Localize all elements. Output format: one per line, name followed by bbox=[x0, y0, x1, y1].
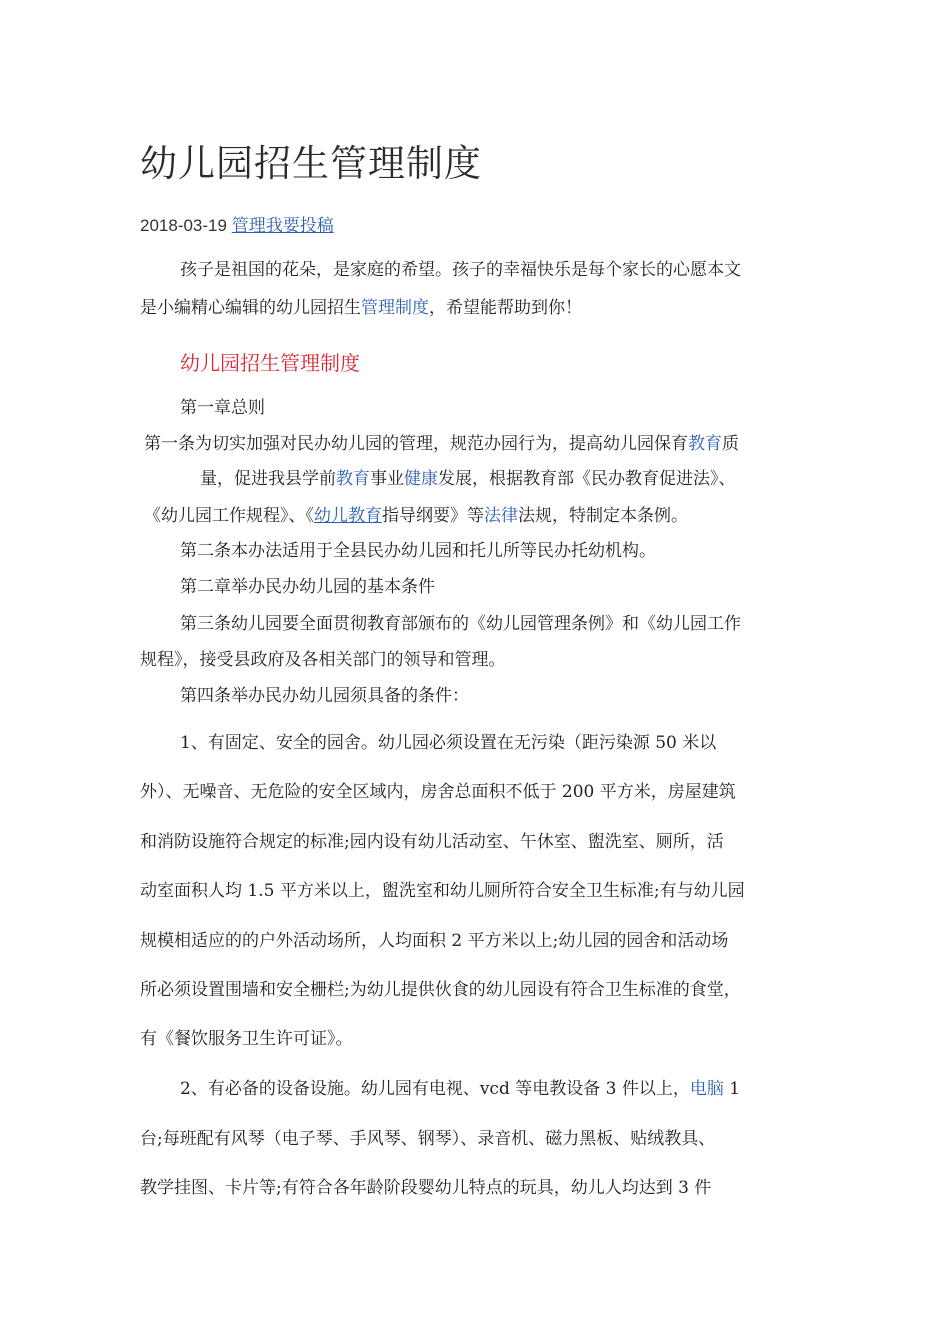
item-1-line-4: 动室面积人均 1.5 平方米以上，盥洗室和幼儿厕所符合安全卫生标准;有与幼儿园 bbox=[140, 881, 745, 901]
article-meta bbox=[140, 211, 334, 236]
article-3-line-2: 规程》，接受县政府及各相关部门的领导和管理。 bbox=[140, 650, 506, 670]
article-1-text: 第一条为切实加强对民办幼儿园的管理，规范办园行为，提高幼儿园保育 bbox=[144, 434, 688, 454]
article-1-text-c3: 法规，特制定本条例。 bbox=[518, 506, 688, 526]
law-link[interactable]: 法律 bbox=[484, 506, 518, 526]
chapter-2-heading: 第二章举办民办幼儿园的基本条件 bbox=[180, 577, 435, 597]
early-education-link[interactable]: 幼儿教育 bbox=[314, 506, 382, 526]
item-1-line-7: 有《餐饮服务卫生许可证》。 bbox=[140, 1029, 353, 1049]
article-1-line-3 bbox=[144, 504, 688, 528]
item-1-line-1: 1、有固定、安全的园舍。幼儿园必须设置在无污染（距污染源 50 米以 bbox=[180, 733, 717, 753]
education-link[interactable]: 教育 bbox=[688, 434, 722, 454]
article-1-text-end: 质 bbox=[722, 434, 739, 454]
article-1-line-1 bbox=[144, 432, 739, 456]
category-link[interactable]: 管理 bbox=[231, 216, 266, 235]
intro-text-end: ，希望能帮助到你！ bbox=[429, 298, 582, 318]
article-1-text-c1: 《幼儿园工作规程》、《 bbox=[144, 506, 314, 526]
computer-link[interactable]: 电脑 bbox=[689, 1079, 724, 1099]
intro-line-2 bbox=[140, 296, 582, 320]
publish-date: 2018-03-19 bbox=[140, 216, 227, 235]
item-2-text-end: 1 bbox=[723, 1079, 741, 1099]
article-4: 第四条举办民办幼儿园须具备的条件： bbox=[180, 686, 469, 706]
item-1-line-2: 外）、无噪音、无危险的安全区域内，房舍总面积不低于 200 平方米，房屋建筑 bbox=[140, 782, 736, 802]
section-title: 幼儿园招生管理制度 bbox=[180, 351, 360, 375]
health-link[interactable]: 健康 bbox=[404, 469, 438, 489]
item-1-line-6: 所必须设置围墙和安全栅栏;为幼儿提供伙食的幼儿园设有符合卫生标准的食堂， bbox=[140, 980, 741, 1000]
article-3-line-1: 第三条幼儿园要全面贯彻教育部颁布的《幼儿园管理条例》和《幼儿园工作 bbox=[180, 614, 741, 634]
education-link-2[interactable]: 教育 bbox=[336, 469, 370, 489]
item-1-line-3: 和消防设施符合规定的标准;园内设有幼儿活动室、午休室、盥洗室、厕所，活 bbox=[140, 832, 724, 852]
article-2: 第二条本办法适用于全县民办幼儿园和托儿所等民办托幼机构。 bbox=[180, 541, 656, 561]
article-1-text-b3: 发展，根据教育部《民办教育促进法》、 bbox=[438, 469, 736, 489]
article-1-line-2 bbox=[200, 467, 736, 491]
management-system-link[interactable]: 管理制度 bbox=[361, 298, 429, 318]
item-1-line-5: 规模相适应的的户外活动场所，人均面积 2 平方米以上;幼儿园的园舍和活动场 bbox=[140, 931, 729, 951]
item-2-line-1 bbox=[180, 1077, 740, 1101]
article-1-text-b2: 事业 bbox=[370, 469, 404, 489]
article-1-text-c2: 指导纲要》等 bbox=[382, 506, 484, 526]
intro-text: 是小编精心编辑的幼儿园招生 bbox=[140, 298, 361, 318]
submit-article-link[interactable]: 我要投稿 bbox=[265, 216, 334, 235]
chapter-1-heading: 第一章总则 bbox=[180, 398, 265, 418]
item-2-line-3: 教学挂图、卡片等;有符合各年龄阶段婴幼儿特点的玩具，幼儿人均达到 3 件 bbox=[140, 1178, 712, 1198]
intro-line-1: 孩子是祖国的花朵，是家庭的希望。孩子的幸福快乐是每个家长的心愿本文 bbox=[180, 260, 741, 280]
item-2-line-2: 台;每班配有风琴（电子琴、手风琴、钢琴）、录音机、磁力黑板、贴绒教具、 bbox=[140, 1129, 716, 1149]
page-title: 幼儿园招生管理制度 bbox=[140, 141, 482, 185]
item-2-text: 2、有必备的设备设施。幼儿园有电视、vcd 等电教设备 3 件以上， bbox=[180, 1079, 690, 1099]
article-1-text-b1: 量，促进我县学前 bbox=[200, 469, 336, 489]
